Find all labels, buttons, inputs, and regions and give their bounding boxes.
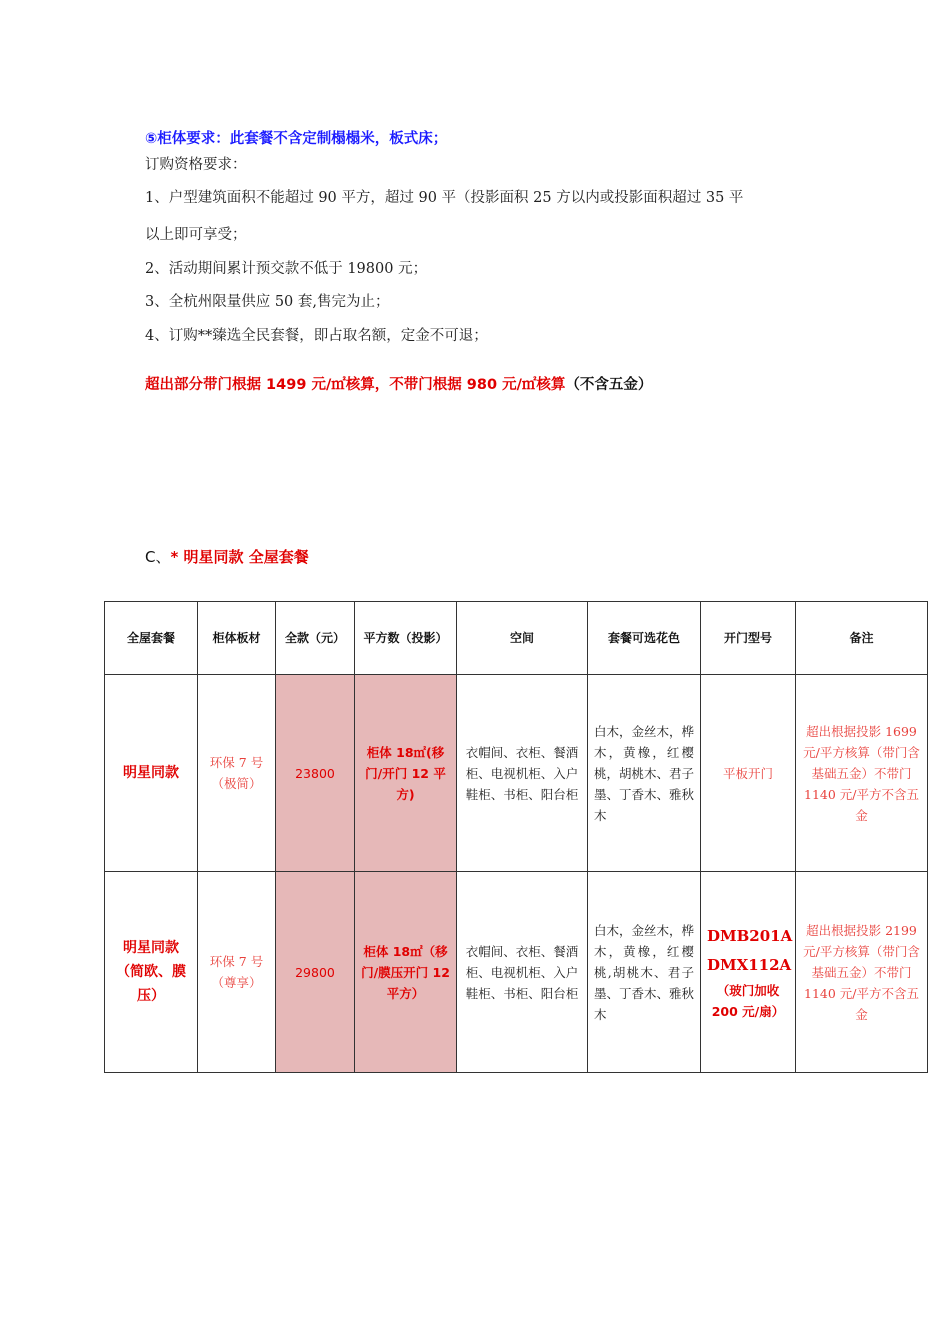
row2-door-model-2: DMX112A xyxy=(707,956,792,974)
row2-door-note: （玻门加收 200 元/扇） xyxy=(711,983,785,1019)
row2-door xyxy=(701,872,796,1073)
header-board: 柜体板材 xyxy=(198,602,276,675)
row2-door-model-1: DMB201A xyxy=(707,927,793,945)
requirements-title: 订购资格要求： xyxy=(145,157,247,173)
row2-space: 衣帽间、衣柜、餐酒柜、电视机柜、入户鞋柜、书柜、阳台柜 xyxy=(457,872,588,1073)
header-package: 全屋套餐 xyxy=(105,602,198,675)
row2-remark: 超出根据投影 2199 元/平方核算（带门含基础五金）不带门 1140 元/平方不含五金 xyxy=(796,872,928,1073)
requirement-3: 3、全杭州限量供应 50 套,售完为止； xyxy=(145,294,390,310)
row1-area: 柜体 18㎡(移门/开门 12 平方) xyxy=(355,675,457,872)
row1-colors: 白木，金丝木，桦木，黄橡，红樱桃，胡桃木、君子墨、丁香木、雅秋木 xyxy=(588,675,701,872)
section-prefix: C、 xyxy=(145,548,171,566)
cabinet-requirement-heading: ⑤柜体要求：此套餐不含定制榻榻米，板式床； xyxy=(145,131,448,147)
extra-pricing-red: 超出部分带门根据 1499 元/㎡核算，不带门根据 980 元/㎡核算 xyxy=(145,377,566,393)
table-row xyxy=(105,872,928,1073)
row2-area: 柜体 18㎡（移门/膜压开门 12 平方） xyxy=(355,872,457,1073)
row2-package: 明星同款（简欧、膜压） xyxy=(105,872,198,1073)
row2-colors: 白木，金丝木，桦木，黄橡，红樱桃,胡桃木、君子墨、丁香木、雅秋木 xyxy=(588,872,701,1073)
header-colors: 套餐可选花色 xyxy=(588,602,701,675)
row2-price: 29800 xyxy=(276,872,355,1073)
table-header-row xyxy=(105,602,928,675)
header-door: 开门型号 xyxy=(701,602,796,675)
header-space: 空间 xyxy=(457,602,588,675)
extra-pricing-note xyxy=(145,373,652,394)
requirement-2: 2、活动期间累计预交款不低于 19800 元； xyxy=(145,261,428,277)
requirement-4: 4、订购**臻选全民套餐，即占取名额，定金不可退； xyxy=(145,328,488,344)
header-price: 全款（元） xyxy=(276,602,355,675)
requirement-1a: 1、户型建筑面积不能超过 90 平方，超过 90 平（投影面积 25 方以内或投影面积超过 35 平 xyxy=(145,190,744,206)
row1-board: 环保 7 号（极简） xyxy=(198,675,276,872)
section-title xyxy=(145,546,309,567)
section-name: * 明星同款 全屋套餐 xyxy=(170,548,309,566)
package-table xyxy=(104,601,928,1073)
row1-price: 23800 xyxy=(276,675,355,872)
header-remark: 备注 xyxy=(796,602,928,675)
extra-pricing-black: （不含五金） xyxy=(565,377,653,393)
row1-package: 明星同款 xyxy=(105,675,198,872)
row1-space: 衣帽间、衣柜、餐酒柜、电视机柜、入户鞋柜、书柜、阳台柜 xyxy=(457,675,588,872)
header-area: 平方数（投影） xyxy=(355,602,457,675)
table-row xyxy=(105,675,928,872)
row2-board: 环保 7 号（尊享） xyxy=(198,872,276,1073)
row1-remark: 超出根据投影 1699 元/平方核算（带门含基础五金）不带门 1140 元/平方不含五金 xyxy=(796,675,928,872)
row1-door: 平板开门 xyxy=(701,675,796,872)
requirement-1b: 以上即可享受； xyxy=(145,227,247,243)
